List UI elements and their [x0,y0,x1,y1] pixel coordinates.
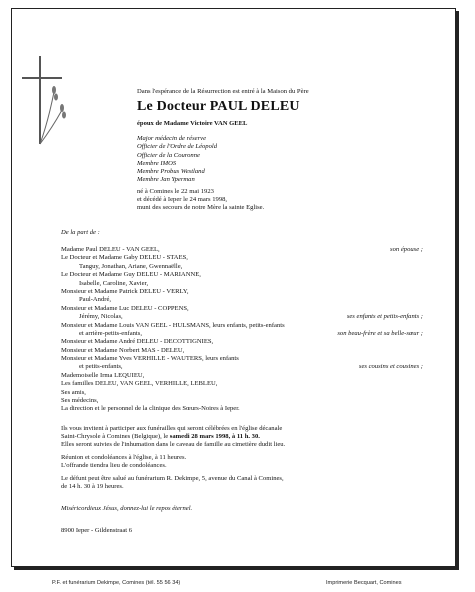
family-line [61,363,423,371]
footer-printer: Imprimerie Becquart, Comines [326,580,402,586]
family-line-names: Monsieur et Madame Patrick DELEU - VERLY, [61,287,189,295]
title-item: Officier de l'Ordre de Léopold [137,143,218,151]
family-list [61,246,423,414]
family-line-relation: ses enfants et petits-enfants ; [346,313,423,321]
family-line-names: Le Docteur et Madame Gaby DELEU - STAES, [61,254,188,262]
cross-with-wheat-icon [18,52,68,147]
family-line-names: Monsieur et Madame Yves VERHILLE - WAUTERS, leurs enfants [61,355,239,363]
family-line-relation: ses cousins et cousines ; [358,363,423,371]
family-line [61,322,423,330]
family-line-relation: son beau-frère et sa belle-sœur ; [337,329,423,337]
family-line [61,288,423,296]
title-item: Membre IMOS [137,159,177,167]
family-line [61,313,423,321]
family-line [61,305,423,313]
family-intro: De la part de : [61,229,100,236]
family-line [61,296,423,304]
family-line-names: Monsieur et Madame Luc DELEU - COPPENS, [61,304,189,312]
family-line [61,380,423,388]
title-item: Membre Jan Yperman [137,176,195,184]
family-line-names: Monsieur et Madame André DELEU - DECOTTIGNIES, [61,338,214,346]
invite-line-3: Elles seront suivies de l'inhumation dans le caveau de famille au cimetière dudit lieu. [61,441,286,448]
birth-line: né à Comines le 22 mai 1923 [137,188,214,195]
family-line [61,254,423,262]
visit-line-2: de 14 h. 30 à 19 heures. [61,483,124,490]
death-line: et décédé à Ieper le 24 mars 1998, [137,196,228,203]
family-line-names: Le Docteur et Madame Guy DELEU - MARIANNE, [61,271,201,279]
family-line-names: Tanguy, Jonathan, Ariane, Gwennaëlle, [79,262,183,270]
family-line [61,347,423,355]
family-line [61,280,423,288]
family-line [61,372,423,380]
family-line [61,397,423,405]
family-line [61,330,423,338]
footer-funeral-home: P.F. et funérarium Dekimpe, Comines (tél. 55 56 34) [52,580,181,586]
family-line-names: et petits-enfants, [79,363,123,371]
spouse-line: époux de Madame Victoire VAN GEEL [137,120,248,127]
family-line [61,271,423,279]
family-line-names: Madame Paul DELEU - VAN GEEL, [61,246,160,253]
family-line [61,263,423,271]
visit-line-1: Le défunt peut être salué au funérarium R. Dekimpe, 5, avenue du Canal à Comines, [61,475,284,482]
family-line-names: La direction et le personnel de la clinique des Sœurs-Noires à Ieper. [61,405,240,413]
family-line-names: Jérémy, Nicolas, [79,313,123,321]
intro-line: Dans l'espérance de la Résurrection est entré à la Maison du Père [137,88,309,95]
family-line-names: Mademoiselle Irma LEQUIEU, [61,371,145,379]
family-line-names: Ses amis, [61,388,86,396]
family-line-names: Monsieur et Madame Norbert MAS - DELEU, [61,346,185,354]
family-line-names: et arrière-petits-enfants, [79,329,142,337]
family-line-names: Ses médecins, [61,397,99,405]
family-line [61,355,423,363]
family-line-relation: son épouse ; [390,246,423,253]
family-line [61,405,423,413]
sacraments-line: muni des secours de notre Mère la sainte Eglise. [137,204,265,211]
reunion-line: Réunion et condoléances à l'église, à 11 heures. [61,454,187,461]
title-item: Officier de la Couronne [137,151,200,159]
title-item: Membre Probus Westland [137,168,205,176]
invite-line-1: Ils vous invitent à participer aux funérailles qui seront célébrées en l'église décanale [61,425,283,432]
family-line [61,389,423,397]
funeral-date: samedi 28 mars 1998, à 11 h. 30. [169,433,260,440]
family-line-names: Paul-André, [79,296,112,304]
titles-list [137,135,217,185]
prayer-line: Miséricordieux Jésus, donnez-lui le repos éternel. [61,505,193,512]
address-line: 8900 Ieper - Gildenstraat 6 [61,527,133,534]
invite-church: Saint-Chrysole à Comines (Belgique), le [61,433,170,440]
family-line-names: Les familles DELEU, VAN GEEL, VERHILLE, LEBLEU, [61,380,218,388]
deceased-name [137,99,300,115]
title-name: PAUL DELEU [209,99,300,114]
family-line [61,338,423,346]
family-line-names: Isabelle, Caroline, Xavier, [79,279,149,287]
family-line [61,246,423,254]
offering-line: L'offrande tiendra lieu de condoléances. [61,462,167,469]
title-prefix: Le Docteur [137,99,206,114]
title-item: Major médecin de réserve [137,135,207,142]
family-line-names: Monsieur et Madame Louis VAN GEEL - HULSMANS, leurs enfants, petits-enfants [61,321,285,329]
